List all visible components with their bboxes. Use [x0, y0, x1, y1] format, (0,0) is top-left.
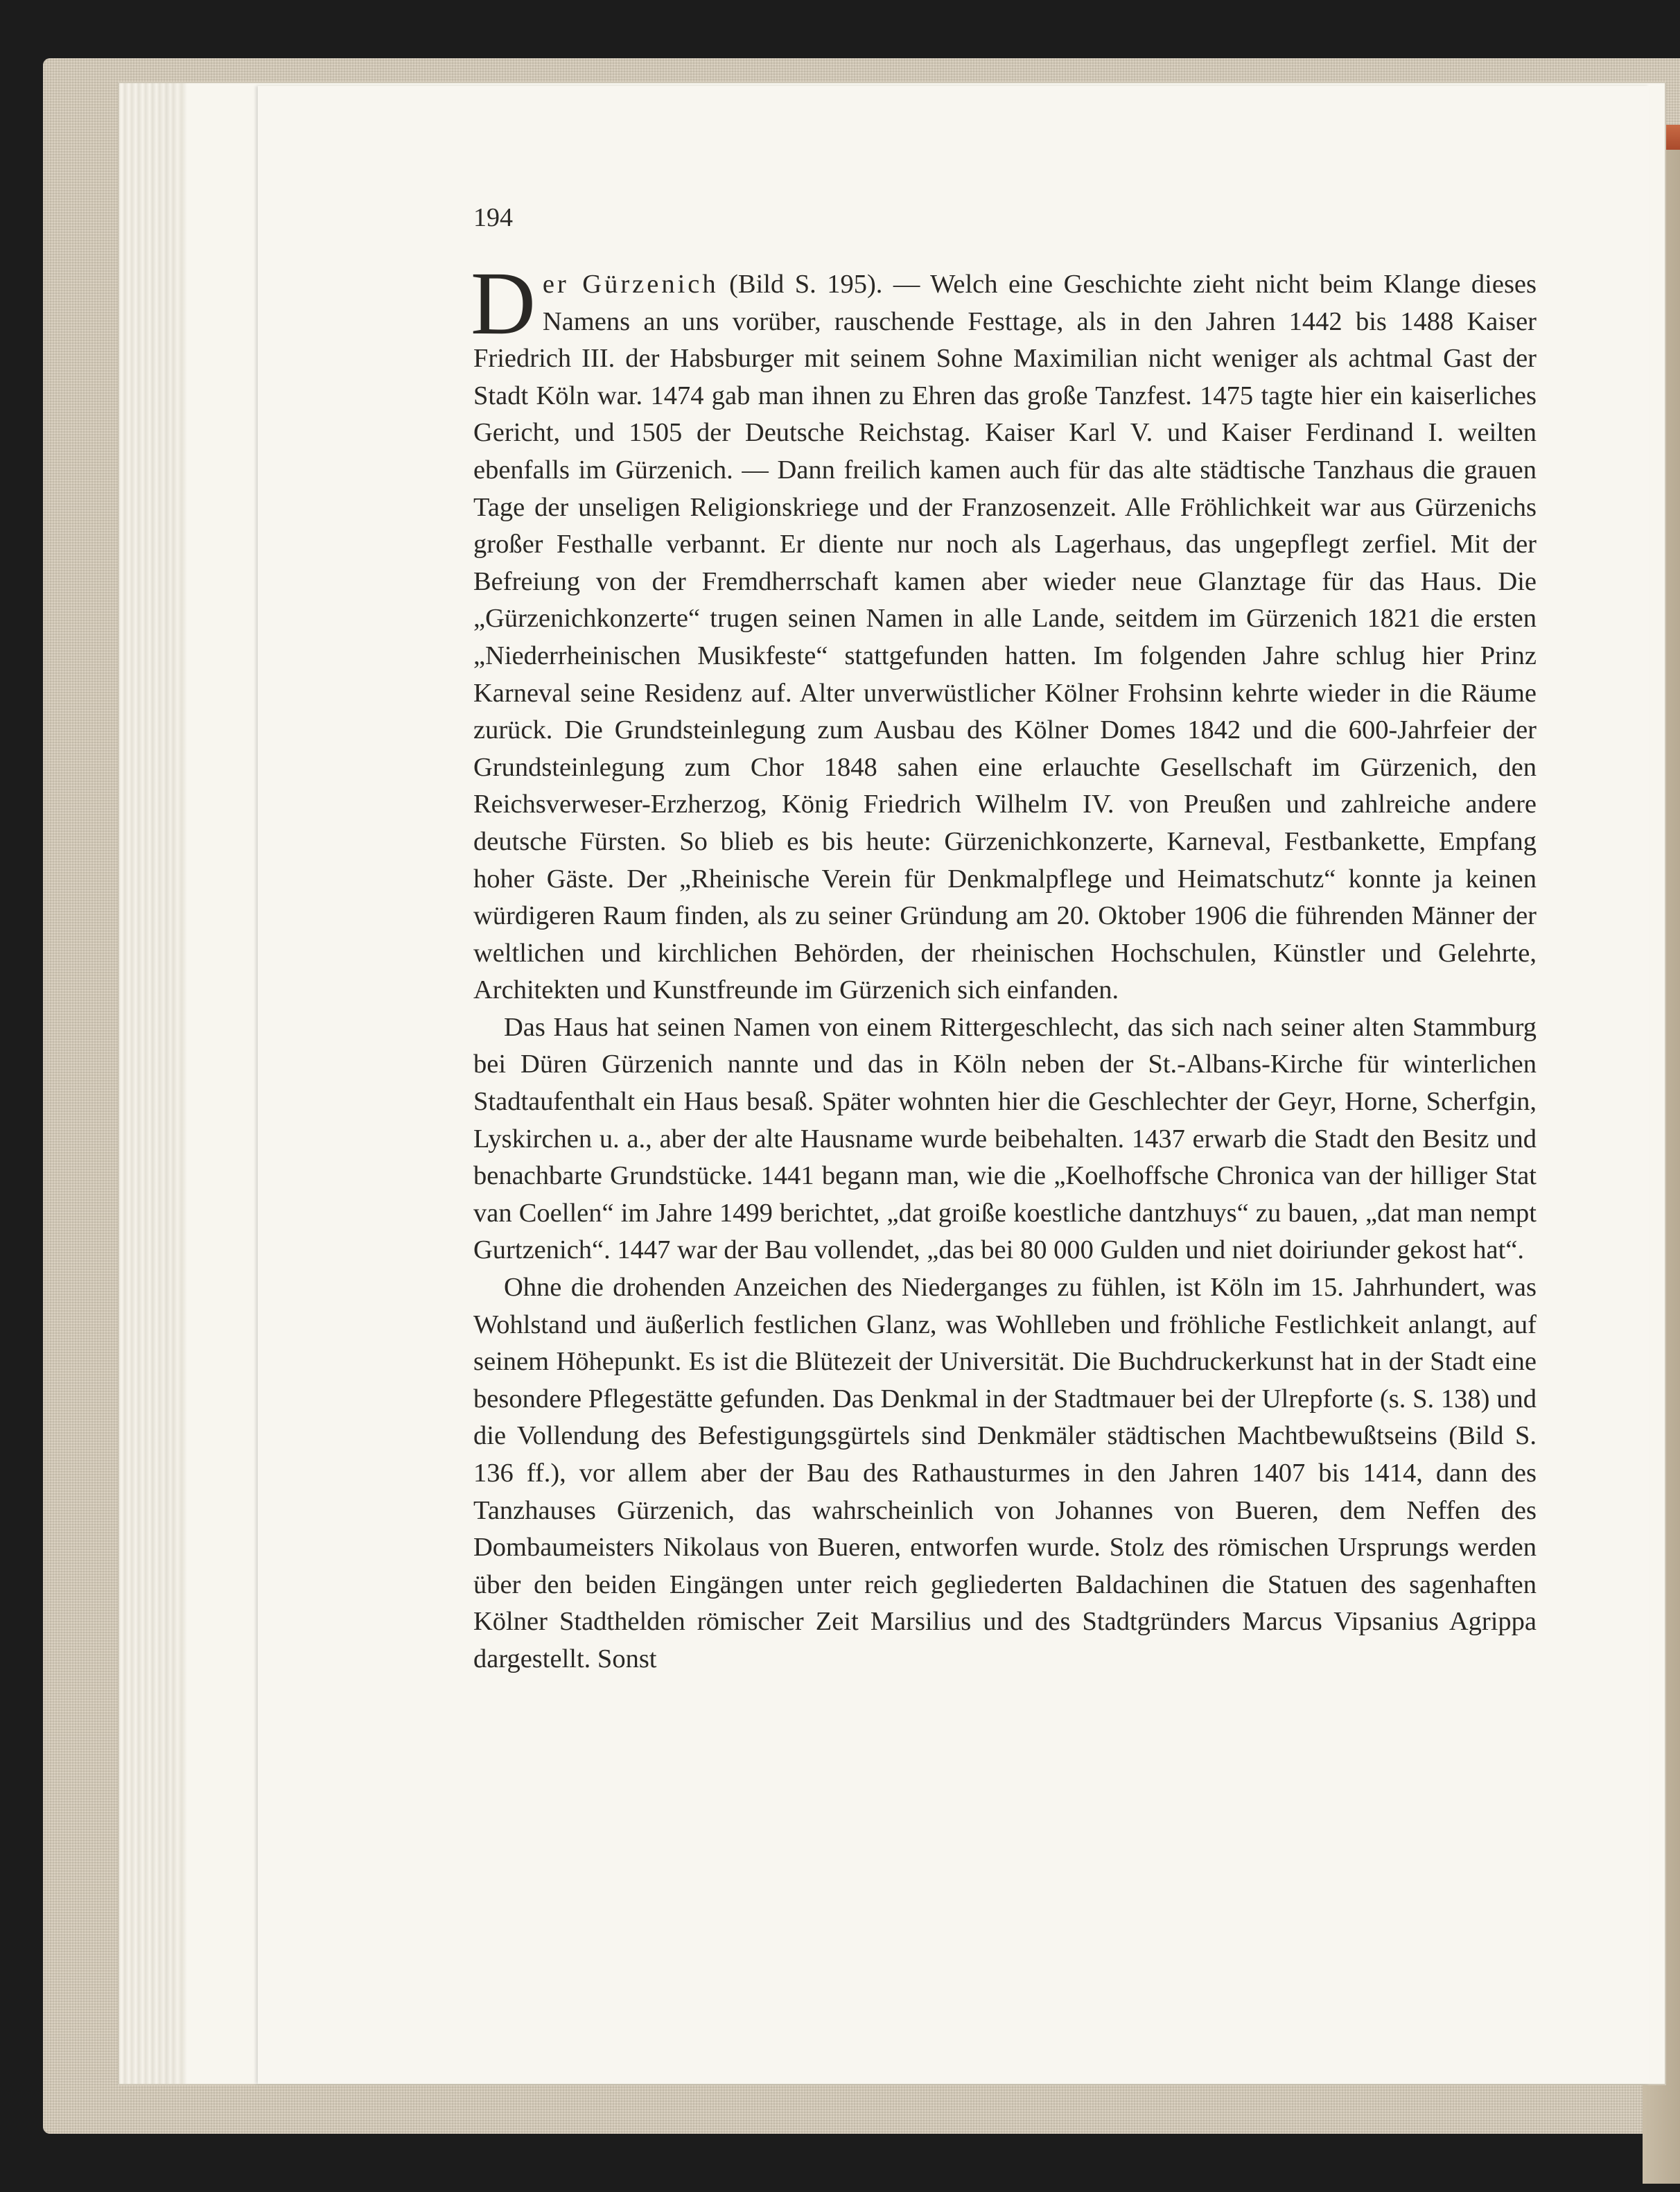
first-word-rest: er Gürzenich	[542, 270, 719, 299]
article-text	[471, 254, 1537, 1678]
paragraph-1	[471, 254, 1537, 1009]
paragraph-3: Ohne die drohenden Anzeichen des Niederganges zu fühlen, ist Köln im 15. Jahrhundert, was Wohlstand und äußerlich festlichen Glanz, was Wohlleben und fröhliche Festlichkeit anlangt, auf seinem Höhepunkt. Es ist die Blütezeit der Universität. Die Buchdruckerkunst hat in der Stadt eine besondere Pflegestätte gefunden. Das Denkmal in der Stadtmauer bei der Ulrepforte (s. S. 138) und die Vollendung des Befestigungsgürtels sind Denkmäler städtischen Machtbewußtseins (Bild S. 136 ff.), vor allem aber der Bau des Rathausturmes in den Jahren 1407 bis 1414, dann des Tanzhauses Gürzenich, das wahrscheinlich von Johannes von Bueren, dem Neffen des Dombaumeisters Nikolaus von Bueren, entworfen wurde. Stolz des römischen Ursprungs werden über den beiden Eingängen unter reich gegliederten Baldachinen die Statuen des sagenhaften Kölner Stadthelden römischer Zeit Marsilius und des Stadtgründers Marcus Vipsanius Agrippa dargestellt. Sonst	[473, 1273, 1537, 1673]
paragraph-1-text: (Bild S. 195). — Welch eine Geschichte zieht nicht beim Klange dieses Namens an uns vorüber, rauschende Festtage, als in den Jahren 1442 bis 1488 Kaiser Friedrich III. der Habsburger mit seinem Sohne Maximilian nicht weniger als achtmal Gast der Stadt Köln war. 1474 gab man ihnen zu Ehren das große Tanzfest. 1475 tagte hier ein kaiserliches Gericht, und 1505 der Deutsche Reichstag. Kaiser Karl V. und Kaiser Ferdinand I. weilten ebenfalls im Gürzenich. — Dann freilich kamen auch für das alte städtische Tanzhaus die grauen Tage der unseligen Religionskriege und der Franzosenzeit. Alle Fröhlichkeit war aus Gürzenichs großer Festhalle verbannt. Er diente nur noch als Lagerhaus, das ungepflegt zerfiel. Mit der Befreiung von der Fremdherrschaft kamen aber wieder neue Glanztage für das Haus. Die „Gürzenichkonzerte“ trugen seinen Namen in alle Lande, seitdem im Gürzenich 1821 die ersten „Niederrheinischen Musikfeste“ stattgefunden hatten. Im folgenden Jahre schlug hier Prinz Karneval seine Residenz auf. Alter unverwüstlicher Kölner Frohsinn kehrte wieder in die Räume zurück. Die Grundsteinlegung zum Ausbau des Kölner Domes 1842 und die 600-Jahrfeier der Grundsteinlegung zum Chor 1848 sahen eine erlauchte Gesellschaft im Gürzenich, den Reichsverweser-Erzherzog, König Friedrich Wilhelm IV. von Preußen und zahlreiche andere deutsche Fürsten. So blieb es bis heute: Gürzenichkonzerte, Karneval, Festbankette, Empfang hoher Gäste. Der „Rheinische Verein für Denkmalpflege und Heimatschutz“ konnte ja keinen würdigeren Raum finden, als zu seiner Gründung am 20. Oktober 1906 die führenden Männer der weltlichen und kirchlichen Behörden, der rheinischen Hochschulen, Künstler und Gelehrte, Architekten und Kunstfreunde im Gürzenich sich einfanden.	[473, 270, 1537, 1005]
paragraph-2: Das Haus hat seinen Namen von einem Rittergeschlecht, das sich nach seiner alten Stammburg bei Düren Gürzenich nannte und das in Köln neben der St.-Albans-Kirche für winterlichen Stadtaufenthalt ein Haus besaß. Später wohnten hier die Geschlechter der Geyr, Horne, Scherfgin, Lyskirchen u. a., aber der alte Hausname wurde beibehalten. 1437 erwarb die Stadt den Besitz und benachbarte Grundstücke. 1441 begann man, wie die „Koelhoffsche Chronica van der hilliger Stat van Coellen“ im Jahre 1499 berichtet, „dat groiße koestliche dantzhuys“ zu bauen, „dat man nempt Gurtzenich“. 1447 war der Bau vollendet, „das bei 80 000 Gulden und niet doiriunder gekost hat“.	[473, 1012, 1537, 1265]
drop-cap: D	[471, 254, 536, 354]
page-number: 194	[473, 203, 513, 232]
